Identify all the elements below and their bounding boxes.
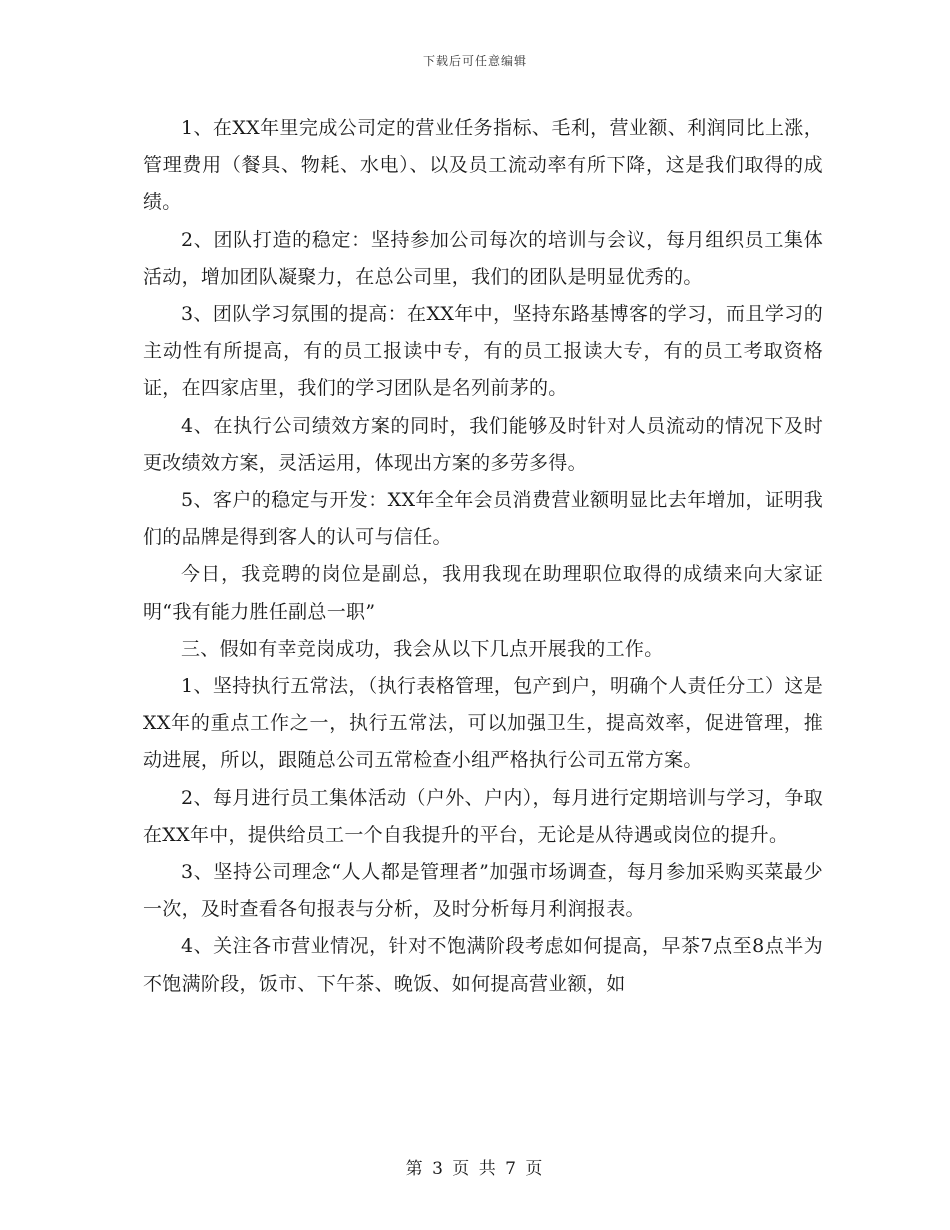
paragraph: 5、客户的稳定与开发：XX年全年会员消费营业额明显比去年增加，证明我们的品牌是得到客人的认可与信任。 [143, 489, 823, 549]
paragraph: 今日，我竞聘的岗位是副总，我用我现在助理职位取得的成绩来向大家证明“我有能力胜任副总一职” [143, 563, 823, 623]
paragraph: 1、在XX年里完成公司定的营业任务指标、毛利，营业额、利润同比上涨，管理费用（餐具、物耗、水电）、以及员工流动率有所下降，这是我们取得的成绩。 [143, 117, 823, 214]
page-number-footer: 第 3 页 共 7 页 [405, 1159, 545, 1179]
paragraph: 4、关注各市营业情况，针对不饱满阶段考虑如何提高，早茶7点至8点半为不饱满阶段，饭市、下午茶、晚饭、如何提高营业额，如 [143, 935, 823, 995]
document-body [143, 110, 823, 1003]
paragraph: 三、假如有幸竞岗成功，我会从以下几点开展我的工作。 [181, 637, 664, 660]
paragraph: 2、每月进行员工集体活动（户外、户内），每月进行定期培训与学习，争取在XX年中，提供给员工一个自我提升的平台，无论是从待遇或岗位的提升。 [143, 786, 823, 846]
paragraph: 2、团队打造的稳定：坚持参加公司每次的培训与会议，每月组织员工集体活动，增加团队凝聚力，在总公司里，我们的团队是明显优秀的。 [143, 228, 823, 288]
paragraph: 4、在执行公司绩效方案的同时，我们能够及时针对人员流动的情况下及时更改绩效方案，灵活运用，体现出方案的多劳多得。 [143, 414, 823, 474]
page-header-note: 下载后可任意编辑 [422, 54, 527, 68]
paragraph: 1、坚持执行五常法，（执行表格管理，包产到户，明确个人责任分工）这是XX年的重点工作之一，执行五常法，可以加强卫生，提高效率，促进管理，推动进展，所以，跟随总公司五常检查小组严格执行公司五常方案。 [143, 675, 823, 772]
paragraph: 3、坚持公司理念“人人都是管理者”加强市场调查，每月参加采购买菜最少一次，及时查看各旬报表与分析，及时分析每月利润报表。 [143, 861, 823, 921]
paragraph: 3、团队学习氛围的提高：在XX年中，坚持东路基博客的学习，而且学习的主动性有所提高，有的员工报读中专，有的员工报读大专，有的员工考取资格证，在四家店里，我们的学习团队是名列前茅的。 [143, 303, 823, 400]
